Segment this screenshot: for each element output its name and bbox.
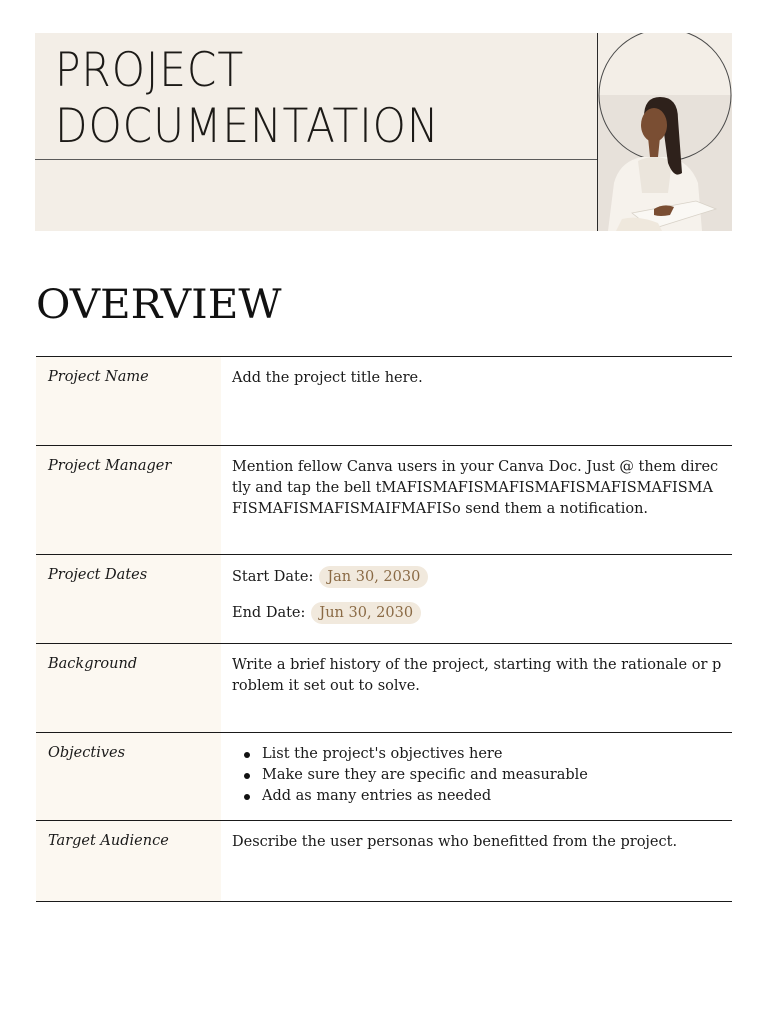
document-title-line-1: PROJECT — [55, 43, 245, 98]
row-label: Objectives — [36, 733, 221, 820]
list-item: Make sure they are specific and measurable — [262, 765, 722, 786]
row-label: Project Name — [36, 357, 221, 445]
row-content[interactable] — [221, 644, 732, 732]
overview-table — [36, 356, 732, 902]
objectives-list — [232, 744, 722, 807]
project-manager-text: Mention fellow Canva users in your Canva Doc. Just @ them directly and tap the bell tMAFISMAFISMAFISMAFISMAFISMAFISMAFISMAFISMAFISMAIFMAFISo send them a notification. — [232, 459, 719, 517]
list-item: List the project's objectives here — [262, 744, 722, 765]
table-row-background — [36, 643, 732, 732]
table-row-target-audience — [36, 820, 732, 902]
row-content[interactable] — [221, 733, 732, 820]
table-row-project-name — [36, 356, 732, 445]
end-date-row — [232, 602, 722, 624]
row-content — [221, 555, 732, 643]
header-banner — [35, 33, 732, 231]
row-content[interactable] — [221, 357, 732, 445]
table-row-objectives — [36, 732, 732, 820]
project-name-text: Add the project title here. — [232, 370, 423, 386]
row-label: Target Audience — [36, 821, 221, 901]
banner-divider-horizontal — [35, 159, 598, 160]
header-photo — [598, 33, 732, 231]
row-content[interactable] — [221, 821, 732, 901]
table-row-project-dates — [36, 554, 732, 643]
end-date-label: End Date: — [232, 604, 306, 621]
start-date-row — [232, 566, 722, 588]
start-date-chip[interactable]: Jan 30, 2030 — [319, 566, 428, 588]
start-date-label: Start Date: — [232, 568, 314, 585]
table-row-project-manager — [36, 445, 732, 554]
row-label: Project Manager — [36, 446, 221, 554]
document-title-line-2: DOCUMENTATION — [55, 99, 440, 154]
background-text: Write a brief history of the project, starting with the rationale or problem it set out to solve. — [232, 657, 722, 694]
row-label: Project Dates — [36, 555, 221, 643]
end-date-chip[interactable]: Jun 30, 2030 — [311, 602, 421, 624]
section-title: OVERVIEW — [36, 282, 282, 328]
row-label: Background — [36, 644, 221, 732]
row-content[interactable] — [221, 446, 732, 554]
target-audience-text: Describe the user personas who benefitted from the project. — [232, 834, 678, 850]
list-item: Add as many entries as needed — [262, 786, 722, 807]
